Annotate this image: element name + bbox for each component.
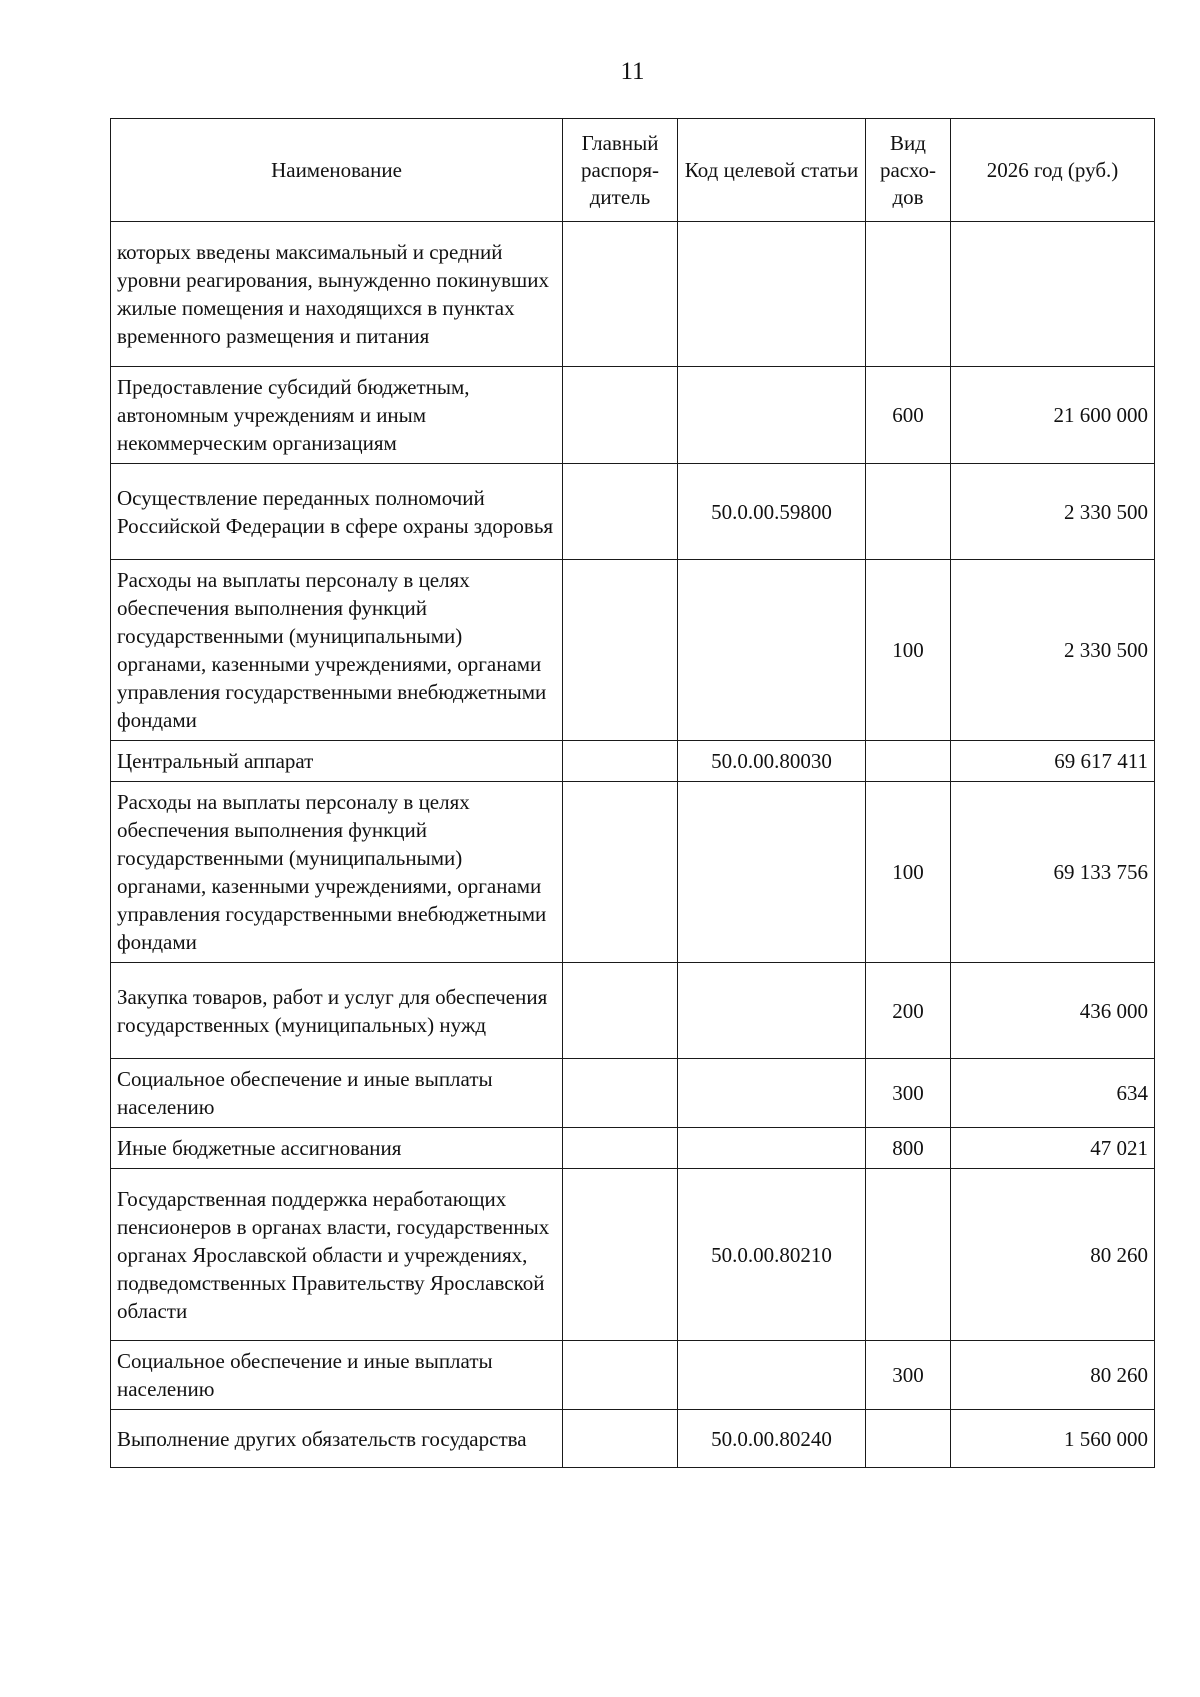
row-vid: 300 bbox=[866, 1059, 951, 1128]
row-vid: 100 bbox=[866, 560, 951, 741]
table-row bbox=[111, 782, 1155, 963]
row-name: Предоставление субсидий бюджетным, автономным учреждениям и иным некоммерческим организациям bbox=[111, 367, 563, 464]
row-vid: 100 bbox=[866, 782, 951, 963]
row-code: 50.0.00.80210 bbox=[678, 1169, 866, 1341]
row-grbs bbox=[563, 1059, 678, 1128]
row-vid: 200 bbox=[866, 963, 951, 1059]
row-sum: 47 021 bbox=[951, 1128, 1155, 1169]
table-row bbox=[111, 1169, 1155, 1341]
row-sum: 69 133 756 bbox=[951, 782, 1155, 963]
row-name: Центральный аппарат bbox=[111, 741, 563, 782]
row-grbs bbox=[563, 741, 678, 782]
table-row bbox=[111, 741, 1155, 782]
row-grbs bbox=[563, 1169, 678, 1341]
row-name: Социальное обеспечение и иные выплаты населению bbox=[111, 1059, 563, 1128]
row-sum: 1 560 000 bbox=[951, 1410, 1155, 1468]
row-code: 50.0.00.80240 bbox=[678, 1410, 866, 1468]
row-code bbox=[678, 1059, 866, 1128]
row-code bbox=[678, 1128, 866, 1169]
row-code: 50.0.00.59800 bbox=[678, 464, 866, 560]
table-row bbox=[111, 1059, 1155, 1128]
row-name: Социальное обеспечение и иные выплаты населению bbox=[111, 1341, 563, 1410]
table-row bbox=[111, 1128, 1155, 1169]
table-row bbox=[111, 963, 1155, 1059]
row-sum: 21 600 000 bbox=[951, 367, 1155, 464]
row-name: Выполнение других обязательств государства bbox=[111, 1410, 563, 1468]
row-sum: 80 260 bbox=[951, 1341, 1155, 1410]
row-name: которых введены максимальный и средний уровни реагирования, вынужденно покинувших жилые помещения и находящихся в пунктах временного размещения и питания bbox=[111, 222, 563, 367]
row-vid: 800 bbox=[866, 1128, 951, 1169]
row-grbs bbox=[563, 222, 678, 367]
row-sum: 436 000 bbox=[951, 963, 1155, 1059]
header-code: Код целевой статьи bbox=[678, 119, 866, 222]
row-grbs bbox=[563, 464, 678, 560]
page-number: 11 bbox=[620, 58, 645, 85]
row-sum: 2 330 500 bbox=[951, 464, 1155, 560]
row-code bbox=[678, 1341, 866, 1410]
table-row bbox=[111, 222, 1155, 367]
row-grbs bbox=[563, 1128, 678, 1169]
row-grbs bbox=[563, 1410, 678, 1468]
row-code: 50.0.00.80030 bbox=[678, 741, 866, 782]
header-grbs: Главный распоря-дитель bbox=[563, 119, 678, 222]
row-name: Государственная поддержка неработающих пенсионеров в органах власти, государственных органах Ярославской области и учреждениях, подведомственных Правительству Ярославской области bbox=[111, 1169, 563, 1341]
row-name: Расходы на выплаты персоналу в целях обеспечения выполнения функций государственными (муниципальными) органами, казенными учреждениями, органами управления государственными внебюджетными фондами bbox=[111, 560, 563, 741]
row-vid: 300 bbox=[866, 1341, 951, 1410]
row-sum: 69 617 411 bbox=[951, 741, 1155, 782]
table-row bbox=[111, 560, 1155, 741]
row-grbs bbox=[563, 367, 678, 464]
row-sum: 80 260 bbox=[951, 1169, 1155, 1341]
row-name: Осуществление переданных полномочий Российской Федерации в сфере охраны здоровья bbox=[111, 464, 563, 560]
header-sum: 2026 год (руб.) bbox=[951, 119, 1155, 222]
table-header-row bbox=[111, 119, 1155, 222]
row-name: Закупка товаров, работ и услуг для обеспечения государственных (муниципальных) нужд bbox=[111, 963, 563, 1059]
row-vid bbox=[866, 1169, 951, 1341]
table-row bbox=[111, 367, 1155, 464]
row-vid bbox=[866, 741, 951, 782]
row-sum: 634 bbox=[951, 1059, 1155, 1128]
budget-table bbox=[110, 118, 1155, 1468]
row-grbs bbox=[563, 560, 678, 741]
row-vid: 600 bbox=[866, 367, 951, 464]
header-vid: Вид расхо-дов bbox=[866, 119, 951, 222]
row-sum: 2 330 500 bbox=[951, 560, 1155, 741]
row-vid bbox=[866, 1410, 951, 1468]
row-code bbox=[678, 560, 866, 741]
row-code bbox=[678, 782, 866, 963]
row-name: Расходы на выплаты персоналу в целях обеспечения выполнения функций государственными (муниципальными) органами, казенными учреждениями, органами управления государственными внебюджетными фондами bbox=[111, 782, 563, 963]
table-row bbox=[111, 1341, 1155, 1410]
row-grbs bbox=[563, 1341, 678, 1410]
row-code bbox=[678, 963, 866, 1059]
row-code bbox=[678, 367, 866, 464]
row-vid bbox=[866, 464, 951, 560]
header-name: Наименование bbox=[111, 119, 563, 222]
row-sum bbox=[951, 222, 1155, 367]
row-vid bbox=[866, 222, 951, 367]
row-code bbox=[678, 222, 866, 367]
row-name: Иные бюджетные ассигнования bbox=[111, 1128, 563, 1169]
table-row bbox=[111, 1410, 1155, 1468]
table-row bbox=[111, 464, 1155, 560]
row-grbs bbox=[563, 782, 678, 963]
row-grbs bbox=[563, 963, 678, 1059]
